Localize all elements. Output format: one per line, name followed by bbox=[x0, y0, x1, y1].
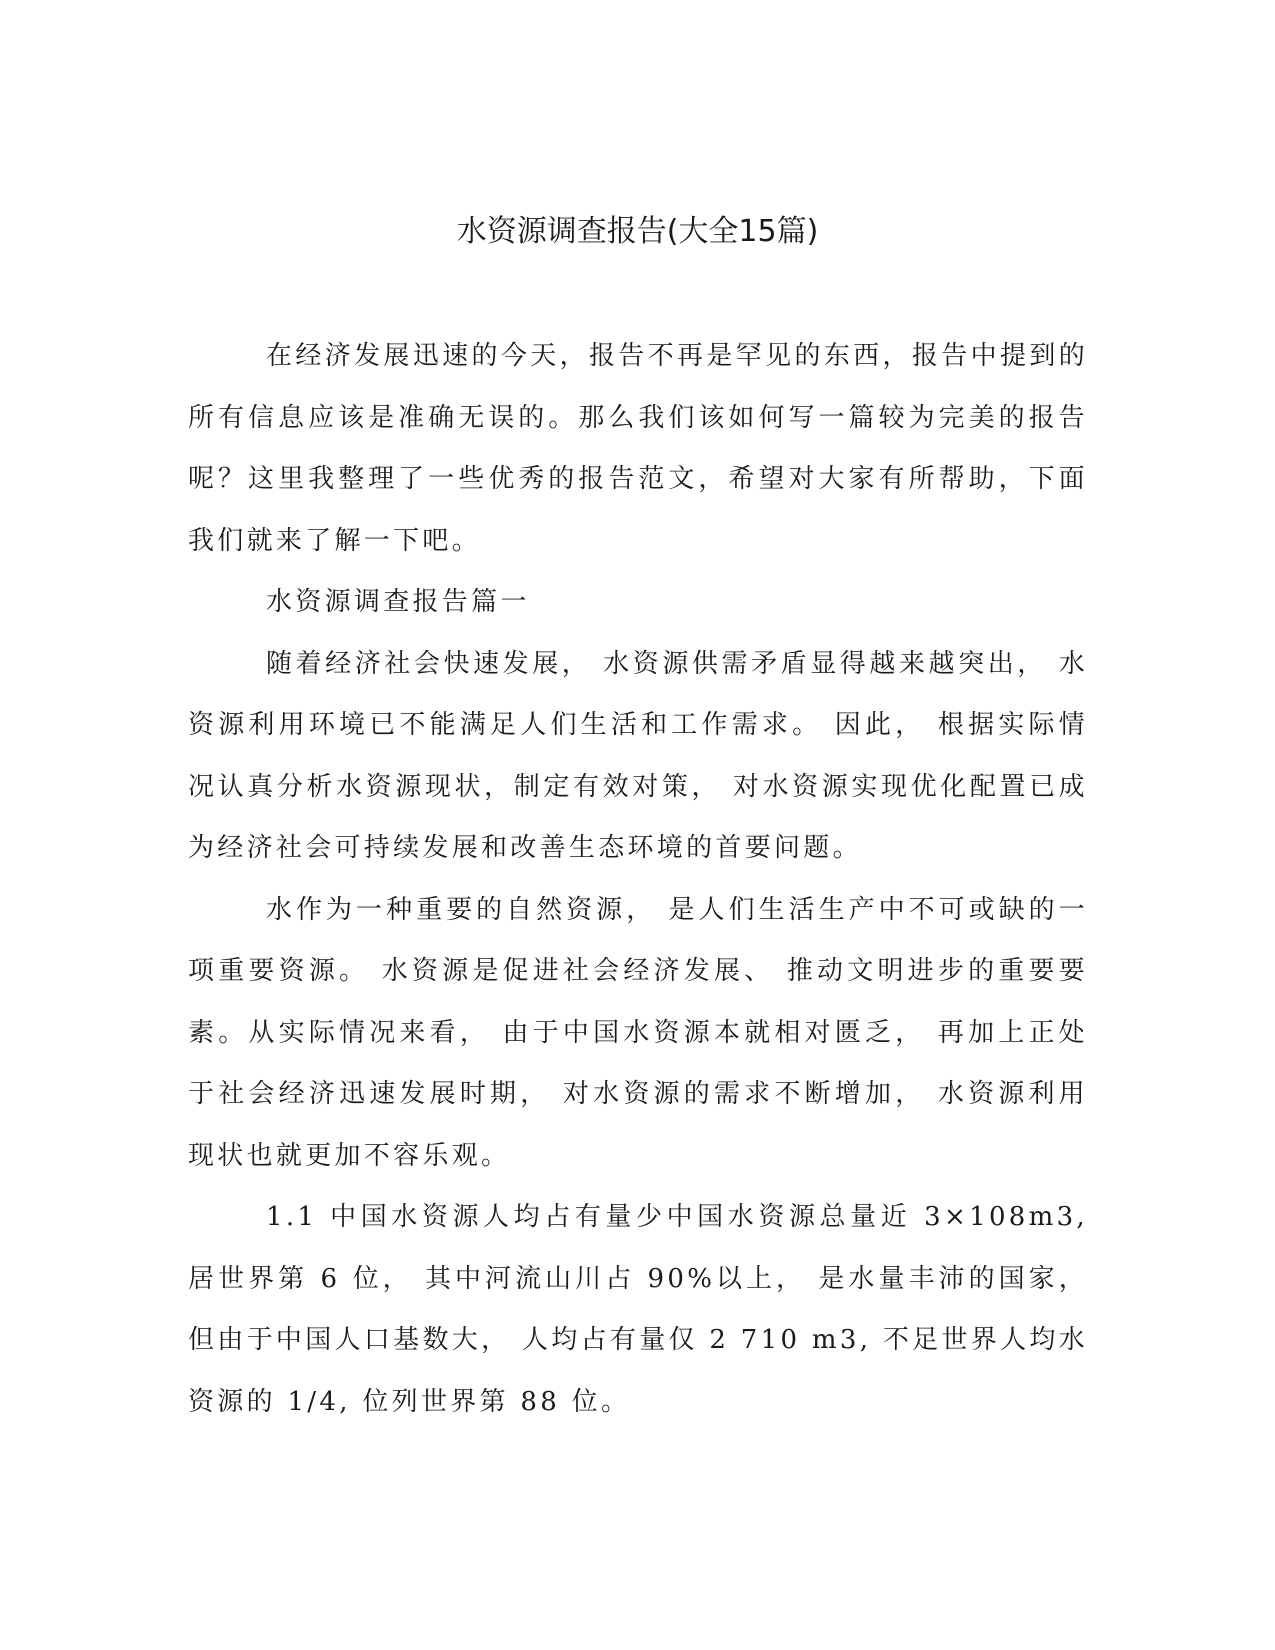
document-title: 水资源调查报告(大全15篇) bbox=[456, 214, 819, 249]
document-body bbox=[188, 326, 1088, 1433]
intro-paragraph: 在经济发展迅速的今天，报告不再是罕见的东西，报告中提到的所有信息应该是准确无误的。那么我们该如何写一篇较为完美的报告呢？这里我整理了一些优秀的报告范文，希望对大家有所帮助，下面我们就来了解一下吧。 bbox=[188, 341, 1088, 556]
body-paragraph: 1.1 中国水资源人均占有量少中国水资源总量近 3×108m3, 居世界第 6 位， 其中河流山川占 90%以上， 是水量丰沛的国家， 但由于中国人口基数大， 人均占有量仅 2 710 m3, 不足世界人均水资源的 1/4, 位列世界第 88 位。 bbox=[188, 1202, 1088, 1417]
section-heading: 水资源调查报告篇一 bbox=[266, 587, 530, 617]
body-paragraph: 随着经济社会快速发展， 水资源供需矛盾显得越来越突出， 水资源利用环境已不能满足人们生活和工作需求。 因此， 根据实际情况认真分析水资源现状，制定有效对策， 对水资源实现优化配置已成为经济社会可持续发展和改善生态环境的首要问题。 bbox=[188, 648, 1088, 863]
body-paragraph: 水作为一种重要的自然资源， 是人们生活生产中不可或缺的一项重要资源。 水资源是促进社会经济发展、 推动文明进步的重要要素。从实际情况来看， 由于中国水资源本就相对匮乏， 再加上正处于社会经济迅速发展时期， 对水资源的需求不断增加， 水资源利用现状也就更加不容乐观。 bbox=[188, 894, 1088, 1171]
